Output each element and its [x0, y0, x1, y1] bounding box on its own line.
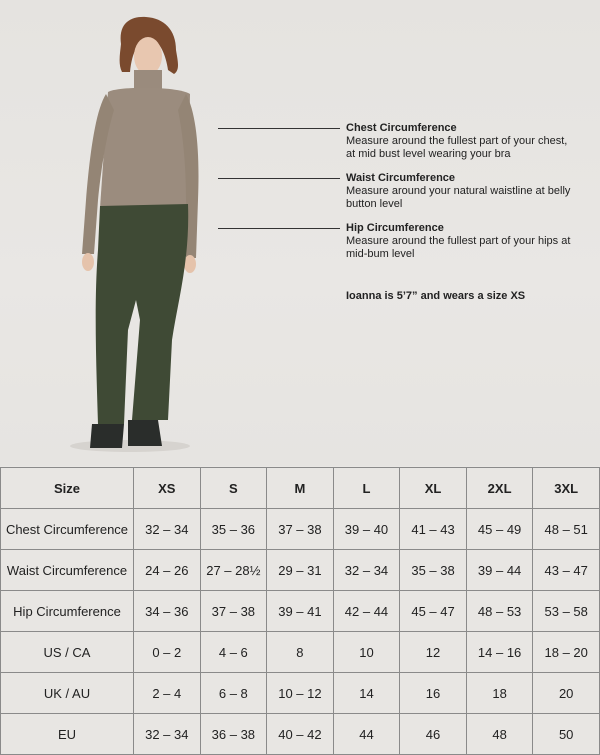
table-cell: US / CA: [1, 632, 134, 673]
waist-pointer-line: [218, 178, 340, 179]
measure-desc: Measure around the fullest part of your chest, at mid bust level wearing your bra: [346, 135, 568, 160]
table-cell: 0 – 2: [134, 632, 201, 673]
table-cell: 48 – 51: [533, 509, 600, 550]
table-row: [1, 673, 600, 714]
table-cell: 18 – 20: [533, 632, 600, 673]
table-row: [1, 550, 600, 591]
table-cell: 50: [533, 714, 600, 755]
table-cell: 20: [533, 673, 600, 714]
table-header-row: [1, 468, 600, 509]
table-cell: 48: [466, 714, 533, 755]
table-header: Size: [1, 468, 134, 509]
table-cell: 8: [267, 632, 334, 673]
table-cell: 2 – 4: [134, 673, 201, 714]
table-cell: 32 – 34: [134, 714, 201, 755]
table-cell: 12: [400, 632, 467, 673]
table-cell: 37 – 38: [267, 509, 334, 550]
hip-pointer-line: [218, 228, 340, 229]
table-row: [1, 714, 600, 755]
table-cell: 24 – 26: [134, 550, 201, 591]
table-cell: 39 – 44: [466, 550, 533, 591]
table-cell: 18: [466, 673, 533, 714]
table-cell: 14 – 16: [466, 632, 533, 673]
measure-desc: Measure around your natural waistline at belly button level: [346, 185, 571, 210]
table-cell: 35 – 38: [400, 550, 467, 591]
table-cell: 48 – 53: [466, 591, 533, 632]
table-row: [1, 632, 600, 673]
table-cell: 46: [400, 714, 467, 755]
table-cell: 53 – 58: [533, 591, 600, 632]
table-cell: 41 – 43: [400, 509, 467, 550]
table-cell: 43 – 47: [533, 550, 600, 591]
table-cell: 29 – 31: [267, 550, 334, 591]
model-size-note: Ioanna is 5’7” and wears a size XS: [346, 290, 526, 302]
table-cell: EU: [1, 714, 134, 755]
table-row: [1, 509, 600, 550]
table-header: 2XL: [466, 468, 533, 509]
table-cell: 6 – 8: [200, 673, 267, 714]
chest-pointer-line: [218, 128, 340, 129]
measure-title: Chest Circumference: [346, 122, 457, 134]
table-cell: 39 – 41: [267, 591, 334, 632]
table-header: XL: [400, 468, 467, 509]
table-cell: Waist Circumference: [1, 550, 134, 591]
table-header: XS: [134, 468, 201, 509]
table-cell: 27 – 28½: [200, 550, 267, 591]
table-cell: 14: [333, 673, 400, 714]
table-cell: 42 – 44: [333, 591, 400, 632]
table-cell: Chest Circumference: [1, 509, 134, 550]
table-cell: 16: [400, 673, 467, 714]
table-cell: 39 – 40: [333, 509, 400, 550]
table-cell: 37 – 38: [200, 591, 267, 632]
table-cell: 4 – 6: [200, 632, 267, 673]
table-row: [1, 591, 600, 632]
table-header: 3XL: [533, 468, 600, 509]
table-header: S: [200, 468, 267, 509]
measure-title: Waist Circumference: [346, 172, 456, 184]
table-cell: 34 – 36: [134, 591, 201, 632]
table-cell: UK / AU: [1, 673, 134, 714]
table-cell: Hip Circumference: [1, 591, 134, 632]
table-cell: 44: [333, 714, 400, 755]
table-header: L: [333, 468, 400, 509]
table-cell: 36 – 38: [200, 714, 267, 755]
measure-desc: Measure around the fullest part of your hips at mid-bum level: [346, 235, 571, 260]
table-cell: 32 – 34: [333, 550, 400, 591]
table-cell: 45 – 47: [400, 591, 467, 632]
table-cell: 45 – 49: [466, 509, 533, 550]
size-chart-table: [0, 467, 600, 755]
table-cell: 40 – 42: [267, 714, 334, 755]
table-cell: 10 – 12: [267, 673, 334, 714]
table-cell: 35 – 36: [200, 509, 267, 550]
measure-title: Hip Circumference: [346, 222, 444, 234]
table-header: M: [267, 468, 334, 509]
table-cell: 32 – 34: [134, 509, 201, 550]
table-cell: 10: [333, 632, 400, 673]
